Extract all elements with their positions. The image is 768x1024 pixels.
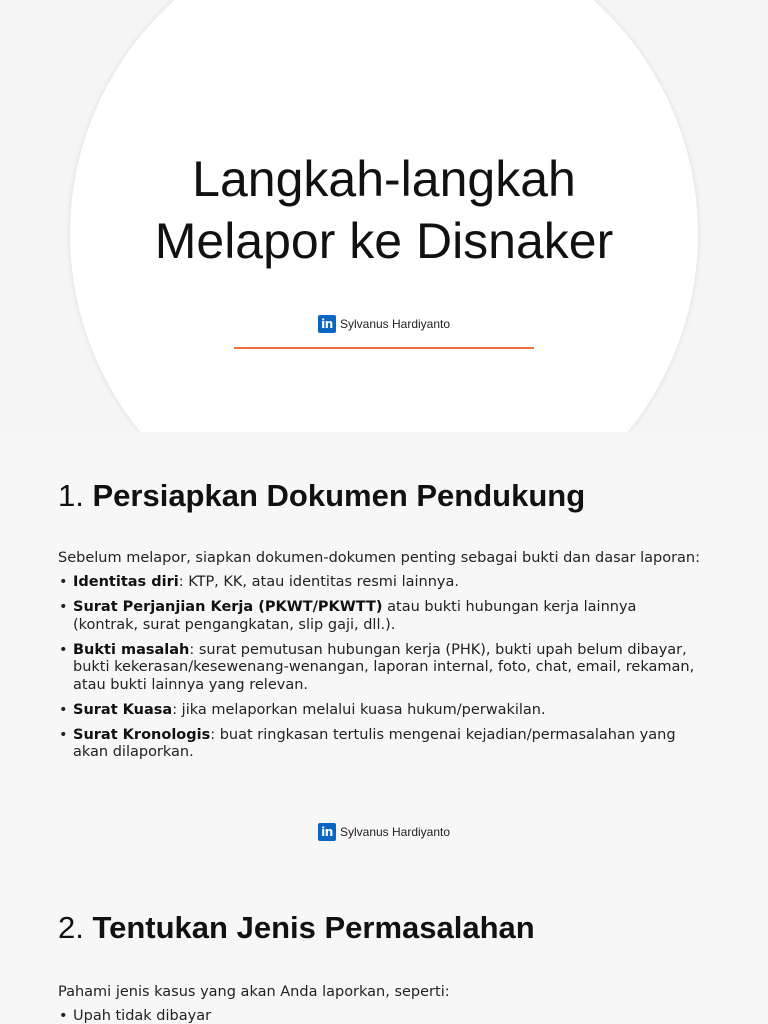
title-line-1: Langkah-langkah <box>192 151 576 207</box>
section-2-intro: Pahami jenis kasus yang akan Anda laporkan, seperti: <box>58 984 450 1000</box>
section-2-title: Tentukan Jenis Permasalahan <box>92 910 535 945</box>
author-byline <box>0 315 768 333</box>
section-2-number: 2. <box>58 910 84 945</box>
section-1-intro: Sebelum melapor, siapkan dokumen-dokumen penting sebagai bukti dan dasar laporan: <box>58 550 701 566</box>
section-slide-2 <box>0 868 768 1024</box>
section-1-title: Persiapkan Dokumen Pendukung <box>92 478 586 513</box>
author-name: Sylvanus Hardiyanto <box>339 317 451 331</box>
section-1-heading <box>58 478 585 514</box>
list-item: • Surat Kronologis: buat ringkasan tertulis mengenai kejadian/permasalahan yang akan dilaporkan. <box>59 726 676 760</box>
title-slide <box>0 0 768 432</box>
linkedin-icon: in <box>318 823 336 841</box>
section-1-number: 1. <box>58 478 84 513</box>
section-1-list <box>58 574 698 769</box>
author-name: Sylvanus Hardiyanto <box>339 825 451 839</box>
linkedin-icon: in <box>318 315 336 333</box>
page-title <box>0 148 768 272</box>
list-item: • Identitas diri: KTP, KK, atau identitas resmi lainnya. <box>59 574 459 590</box>
list-item: • Surat Kuasa: jika melaporkan melalui kuasa hukum/perwakilan. <box>59 701 546 718</box>
list-item: • Surat Perjanjian Kerja (PKWT/PKWTT) atau bukti hubungan kerja lainnya (kontrak, surat pengangkatan, slip gaji, dll.). <box>59 599 637 633</box>
accent-divider <box>234 347 534 349</box>
section-slide-1 <box>0 432 768 868</box>
title-line-2: Melapor ke Disnaker <box>154 213 614 269</box>
author-byline-2 <box>0 823 768 841</box>
section-2-list <box>58 1008 698 1024</box>
list-item: • Upah tidak dibayar <box>59 1008 212 1024</box>
section-2-heading <box>58 910 535 946</box>
list-item: • Bukti masalah: surat pemutusan hubungan kerja (PHK), bukti upah belum dibayar, bukti kekerasan/kesewenang-wenangan, laporan internal, foto, chat, email, rekaman, atau bukti lainnya yang relevan. <box>59 641 695 693</box>
